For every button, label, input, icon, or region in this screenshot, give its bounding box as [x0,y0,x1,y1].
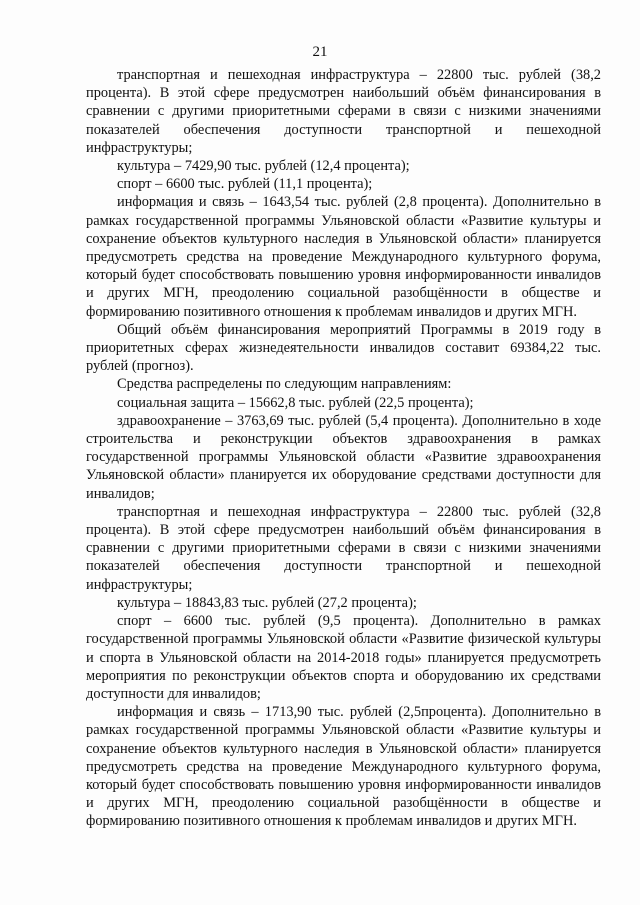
paragraph-culture-2019: культура – 18843,83 тыс. рублей (27,2 процента); [117,594,417,611]
paragraph-total-2019: Общий объём финансирования мероприятий Программы в 2019 году в приоритетных сферах жизнедеятельности инвалидов составит 69384,22 тыс. рублей (прогноз). [86,321,601,375]
paragraph-sport-2018: спорт – 6600 тыс. рублей (11,1 процента); [117,176,373,193]
paragraph-sport-2019: спорт – 6600 тыс. рублей (9,5 процента). Дополнительно в рамках государственной программы Ульяновской области «Развитие физической культуры и спорта в Ульяновской области на 2014-2018 годы» планируется предусмотреть мероприятия по реконструкции объектов спорта и оборудованию их средствами доступности для инвалидов; [86,613,601,702]
paragraph-information-2018: информация и связь – 1643,54 тыс. рублей (2,8 процента). Дополнительно в рамках государственной программы Ульяновской области «Развитие культуры и сохранение объектов культурного наследия в Ульяновской области» планируется предусмотреть средства на проведение Международного культурного форума, который будет способствовать повышению уровня информированности инвалидов и других МГН, преодолению социальной разобщённости в обществе и формированию позитивного отношения к проблемам инвалидов и других МГН. [86,194,601,320]
paragraph-information-2019: информация и связь – 1713,90 тыс. рублей (2,5процента). Дополнительно в рамках государственной программы Ульяновской области «Развитие культуры и сохранение объектов культурного наследия в Ульяновской области» планируется предусмотреть средства на проведение Международного культурного форума, который будет способствовать повышению уровня информированности инвалидов и других МГН, преодолению социальной разобщённости в обществе и формированию позитивного отношения к проблемам инвалидов и других МГН. [86,704,601,830]
paragraph-culture-2018: культура – 7429,90 тыс. рублей (12,4 процента); [117,158,410,175]
paragraph-social-protection: социальная защита – 15662,8 тыс. рублей (22,5 процента); [117,394,474,411]
page-number: 21 [312,44,328,60]
paragraph-healthcare: здравоохранение – 3763,69 тыс. рублей (5,4 процента). Дополнительно в ходе строительства и реконструкции объектов здравоохранения в рамках государственной программы Ульяновской области «Развитие здравоохранения Ульяновской области» планируется их оборудование средствами доступности для инвалидов; [86,412,601,502]
paragraph-transport-2018: транспортная и пешеходная инфраструктура – 22800 тыс. рублей (38,2 процента). В этой сфере предусмотрен наибольший объём финансирования в сравнении с другими приоритетными сферами в связи с низкими значениями показателей обеспечения доступности транспортной и пешеходной инфраструктуры; [86,67,601,156]
document-body [86,66,601,831]
paragraph-transport-2019: транспортная и пешеходная инфраструктура – 22800 тыс. рублей (32,8 процента). В этой сфере предусмотрен наибольший объём финансирования в сравнении с другими приоритетными сферами в связи с низкими значениями показателей обеспечения доступности транспортной и пешеходной инфраструктуры; [86,503,601,593]
paragraph-distribution-intro: Средства распределены по следующим направлениям: [117,376,452,393]
